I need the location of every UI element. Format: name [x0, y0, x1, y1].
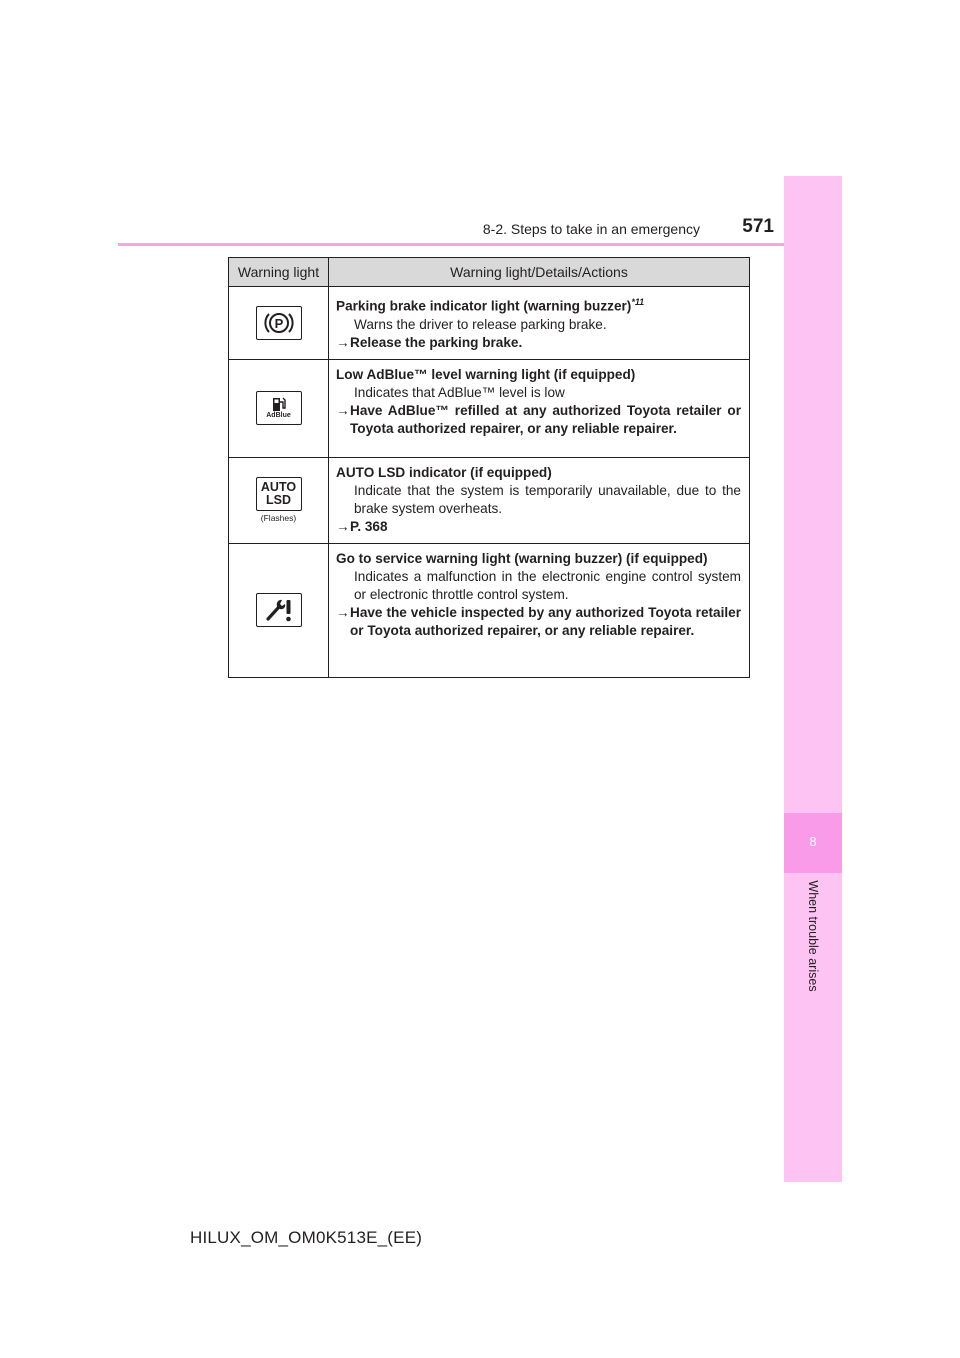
- warning-title: Parking brake indicator light (warning buzzer)$^{*11}$: [336, 297, 645, 314]
- warning-light-cell: [229, 543, 329, 677]
- warning-title: AUTO LSD indicator (if equipped): [336, 464, 552, 480]
- table-row: [229, 543, 750, 677]
- table-header-row: [229, 258, 750, 287]
- auto-lsd-icon: AUTO LSD: [256, 477, 302, 511]
- arrow-icon: →: [336, 334, 350, 350]
- icon-caption: (Flashes): [260, 513, 297, 524]
- footnote-ref: *11: [631, 297, 645, 307]
- warning-detail: Indicates that AdBlue™ level is low: [354, 384, 565, 400]
- arrow-icon: →: [336, 402, 350, 418]
- warning-action: → Have the vehicle inspected by any authorized Toyota retailer or Toyota authorized repairer, or any reliable repairer.: [336, 604, 741, 638]
- warning-detail: Indicate that the system is temporarily unavailable, due to the brake system overheats.: [354, 482, 741, 516]
- warning-title: Low AdBlue™ level warning light (if equipped): [336, 366, 636, 382]
- warning-detail: Indicates a malfunction in the electronic engine control system or electronic throttle control system.: [354, 568, 741, 602]
- chapter-number: 8: [784, 813, 842, 873]
- warning-action: → Release the parking brake.: [336, 334, 523, 350]
- service-wrench-warning-icon: [256, 593, 302, 627]
- warning-action: → Have AdBlue™ refilled at any authorized Toyota retailer or Toyota authorized repairer, or any reliable repairer.: [336, 402, 741, 436]
- warning-lights-table: [228, 257, 750, 678]
- header-section-title: 8-2. Steps to take in an emergency: [482, 221, 700, 237]
- header-divider: [118, 243, 842, 246]
- details-cell: [329, 457, 750, 543]
- document-code: HILUX_OM_OM0K513E_(EE): [190, 1228, 423, 1247]
- column-header-warning-light: Warning light: [229, 258, 329, 287]
- warning-light-cell: [229, 359, 329, 457]
- warning-light-cell: [229, 287, 329, 360]
- warning-detail: Warns the driver to release parking brake.: [354, 316, 607, 332]
- arrow-icon: →: [336, 604, 350, 620]
- arrow-icon: →: [336, 518, 350, 534]
- page-number: 571: [742, 216, 774, 237]
- table-row: [229, 457, 750, 543]
- chapter-title: When trouble arises: [806, 880, 820, 992]
- warning-light-cell: [229, 457, 329, 543]
- adblue-fuel-pump-icon: AdBlue: [256, 391, 302, 425]
- warning-title: Go to service warning light (warning buzzer) (if equipped): [336, 550, 708, 566]
- table-row: [229, 287, 750, 360]
- details-cell: [329, 359, 750, 457]
- parking-brake-p-icon: [256, 306, 302, 340]
- svg-text:P: P: [274, 315, 283, 331]
- column-header-details: Warning light/Details/Actions: [329, 258, 750, 287]
- details-cell: [329, 543, 750, 677]
- warning-action: → P. 368: [336, 518, 388, 534]
- table-row: [229, 359, 750, 457]
- details-cell: [329, 287, 750, 360]
